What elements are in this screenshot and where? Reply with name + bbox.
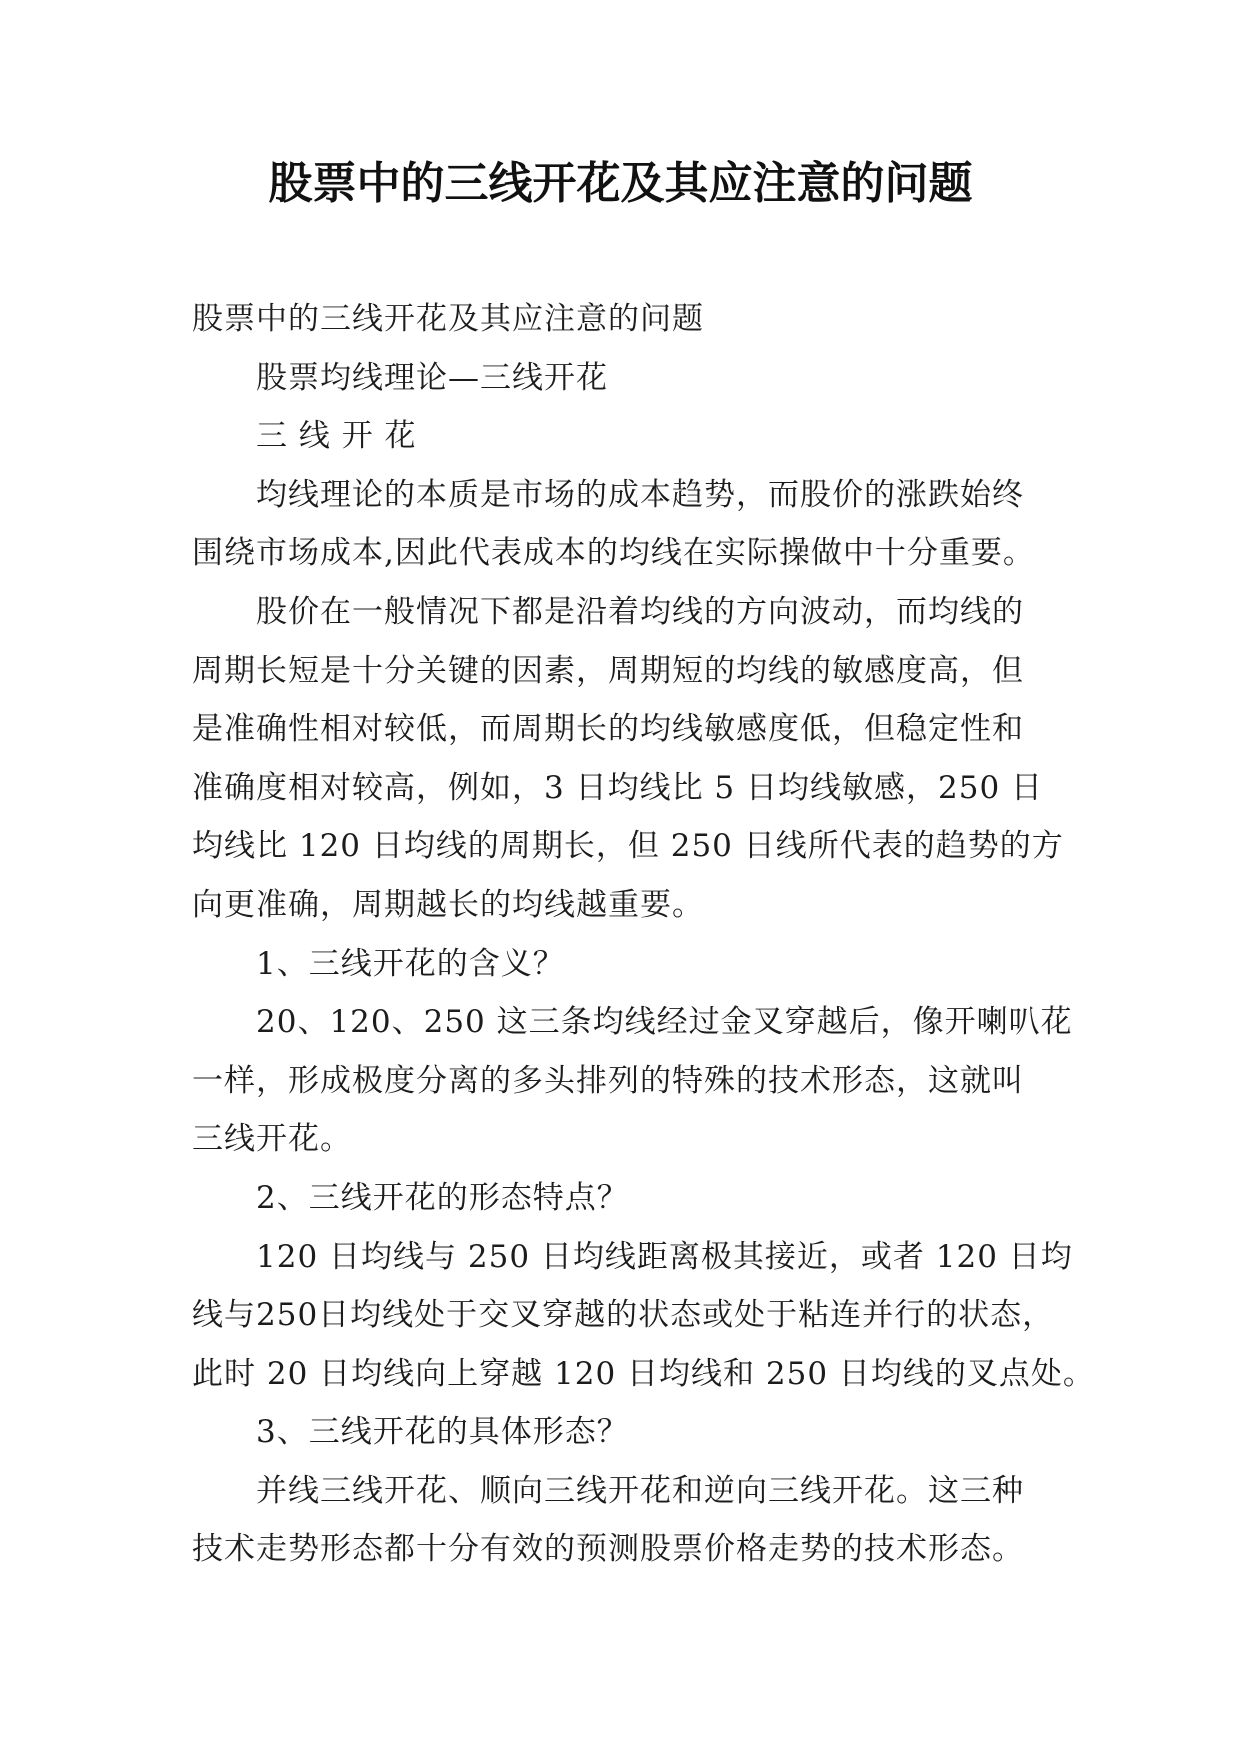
body-line-15: 三线开花。	[192, 1121, 352, 1158]
document-title: 股票中的三线开花及其应注意的问题	[268, 158, 973, 209]
document-body	[192, 290, 1095, 1579]
body-line-2: 股票均线理论—三线开花	[256, 359, 608, 396]
body-line-10: 均线比 120 日均线的周期长，但 250 日线所代表的趋势的方	[192, 828, 1064, 865]
body-line-20: 3、三线开花的具体形态？	[256, 1414, 629, 1451]
body-line-5: 围绕市场成本,因此代表成本的均线在实际操做中十分重要。	[192, 535, 1035, 572]
body-line-12: 1、三线开花的含义？	[256, 945, 565, 982]
body-line-19: 此时 20 日均线向上穿越 120 日均线和 250 日均线的叉点处。	[192, 1355, 1095, 1392]
body-line-21: 并线三线开花、顺向三线开花和逆向三线开花。这三种	[256, 1472, 1024, 1509]
body-line-4: 均线理论的本质是市场的成本趋势，而股价的涨跌始终	[256, 476, 1024, 513]
body-line-13: 20、120、250 这三条均线经过金叉穿越后，像开喇叭花	[256, 1004, 1073, 1041]
body-line-22: 技术走势形态都十分有效的预测股票价格走势的技术形态。	[192, 1531, 1024, 1568]
body-line-6: 股价在一般情况下都是沿着均线的方向波动，而均线的	[256, 593, 1024, 630]
body-line-3: 三 线 开 花	[256, 418, 417, 455]
body-line-16: 2、三线开花的形态特点？	[256, 1179, 629, 1216]
body-line-1: 股票中的三线开花及其应注意的问题	[192, 301, 704, 337]
body-line-11: 向更准确，周期越长的均线越重要。	[192, 886, 704, 923]
body-line-18: 线与250日均线处于交叉穿越的状态或处于粘连并行的状态，	[192, 1297, 1055, 1334]
body-line-8: 是准确性相对较低，而周期长的均线敏感度低，但稳定性和	[192, 711, 1024, 748]
body-line-9: 准确度相对较高，例如，3 日均线比 5 日均线敏感，250 日	[192, 769, 1044, 806]
body-line-17: 120 日均线与 250 日均线距离极其接近，或者 120 日均	[256, 1238, 1073, 1275]
body-line-7: 周期长短是十分关键的因素，周期短的均线的敏感度高，但	[192, 652, 1024, 689]
body-line-14: 一样，形成极度分离的多头排列的特殊的技术形态，这就叫	[192, 1062, 1024, 1099]
